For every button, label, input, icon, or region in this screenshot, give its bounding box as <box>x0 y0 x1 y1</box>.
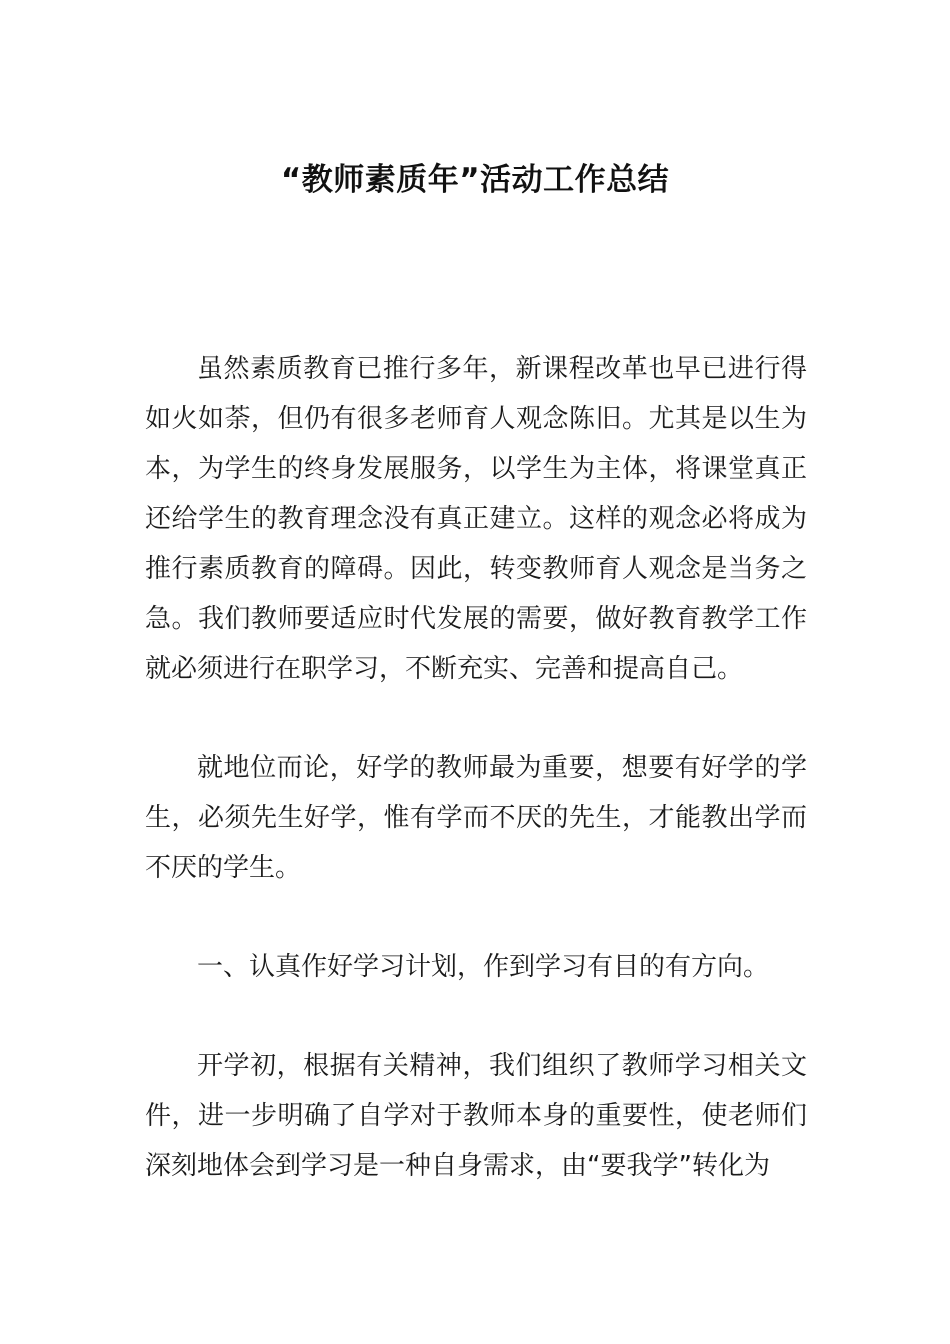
paragraph-study-plan: 开学初，根据有关精神，我们组织了教师学习相关文件，进一步明确了自学对于教师本身的重要性，使老师们深刻地体会到学习是一种自身需求，由“要我学”转化为 <box>145 1051 807 1181</box>
section-heading-1: 一、认真作好学习计划，作到学习有目的有方向。 <box>197 952 770 982</box>
document-title: “教师素质年”活动工作总结 <box>280 162 670 198</box>
paragraph-intro: 虽然素质教育已推行多年，新课程改革也早已进行得如火如荼，但仍有很多老师育人观念陈旧。尤其是以生为本，为学生的终身发展服务，以学生为主体，将课堂真正还给学生的教育理念没有真正建立。这样的观念必将成为推行素质教育的障碍。因此，转变教师育人观念是当务之急。我们教师要适应时代发展的需要，做好教育教学工作就必须进行在职学习，不断充实、完善和提高自己。 <box>145 354 807 684</box>
paragraph-teacher-role: 就地位而论，好学的教师最为重要，想要有好学的学生，必须先生好学，惟有学而不厌的先生，才能教出学而不厌的学生。 <box>145 753 807 883</box>
